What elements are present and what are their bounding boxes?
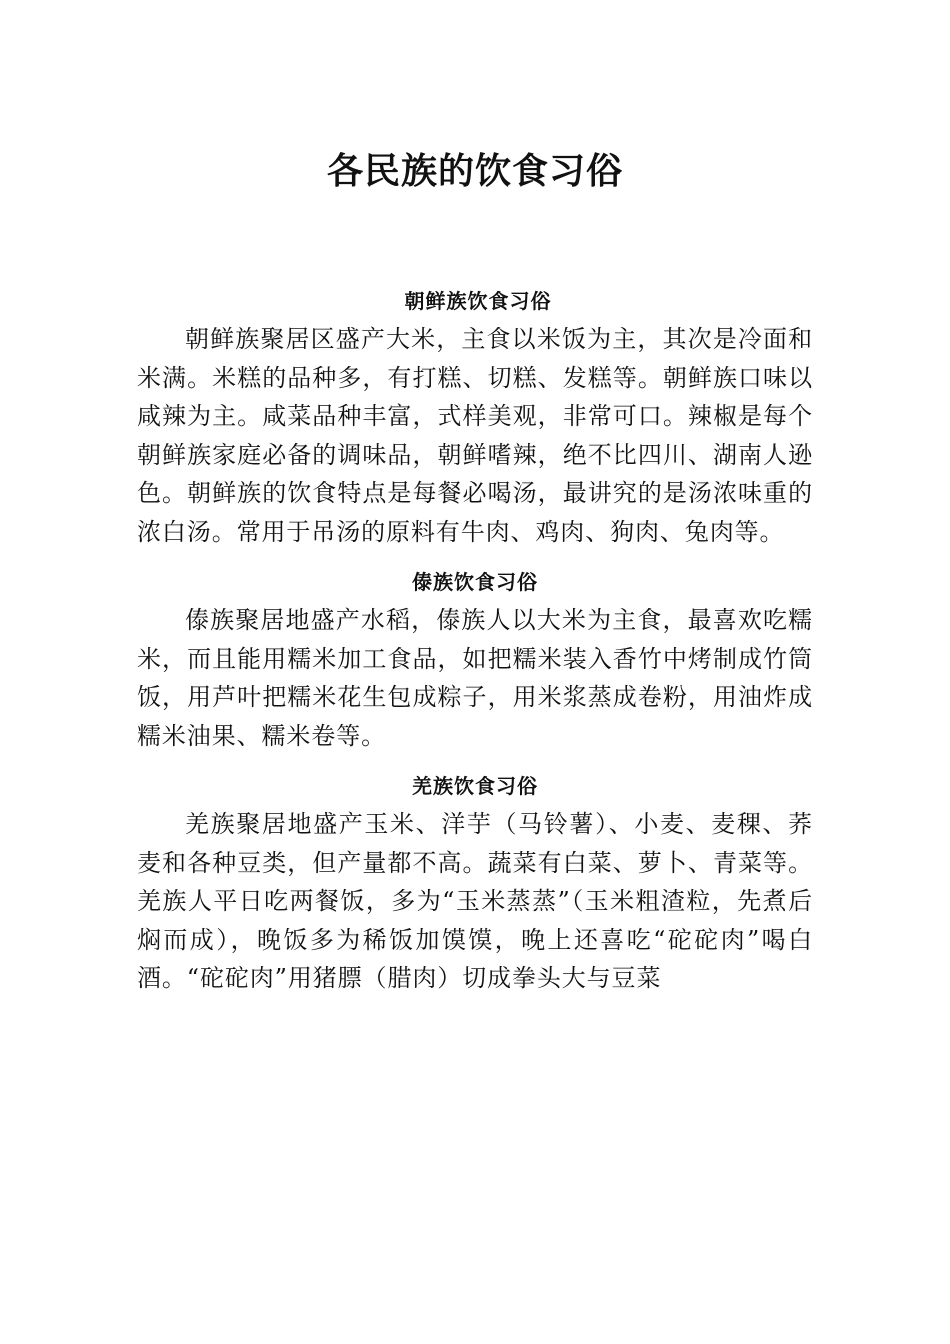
section-heading: 朝鲜族饮食习俗 <box>404 289 552 313</box>
section-paragraph: 朝鲜族聚居区盛产大米，主食以米饭为主，其次是冷面和米满。米糕的品种多，有打糕、切糕、发糕等。朝鲜族口味以咸辣为主。咸菜品种丰富，式样美观，非常可口。辣椒是每个朝鲜族家庭必备的调味品，朝鲜嗜辣，绝不比四川、湖南人逊色。朝鲜族的饮食特点是每餐必喝汤，最讲究的是汤浓味重的浓白汤。常用于吊汤的原料有牛肉、鸡肉、狗肉、兔肉等。 <box>137 325 813 546</box>
section-paragraph: 傣族聚居地盛产水稻，傣族人以大米为主食，最喜欢吃糯米，而且能用糯米加工食品，如把糯米装入香竹中烤制成竹筒饭，用芦叶把糯米花生包成粽子，用米浆蒸成卷粉，用油炸成糯米油果、糯米卷等。 <box>137 606 813 750</box>
section-dai <box>137 563 813 755</box>
section-qiang <box>137 767 813 998</box>
page-title: 各民族的饮食习俗 <box>326 151 623 192</box>
section-heading: 羌族饮食习俗 <box>412 774 538 798</box>
section-heading: 傣族饮食习俗 <box>412 570 538 594</box>
document-body <box>137 282 813 1010</box>
section-paragraph: 羌族聚居地盛产玉米、洋芋（马铃薯）、小麦、麦稞、荞麦和各种豆类，但产量都不高。蔬菜有白菜、萝卜、青菜等。羌族人平日吃两餐饭，多为“玉米蒸蒸”（玉米粗渣粒，先煮后焖而成），晚饭多为稀饭加馍馍，晚上还喜吃“砣砣肉”喝白酒。“砣砣肉”用猪膘（腊肉）切成拳头大与豆菜 <box>137 810 813 992</box>
section-korean <box>137 282 813 551</box>
